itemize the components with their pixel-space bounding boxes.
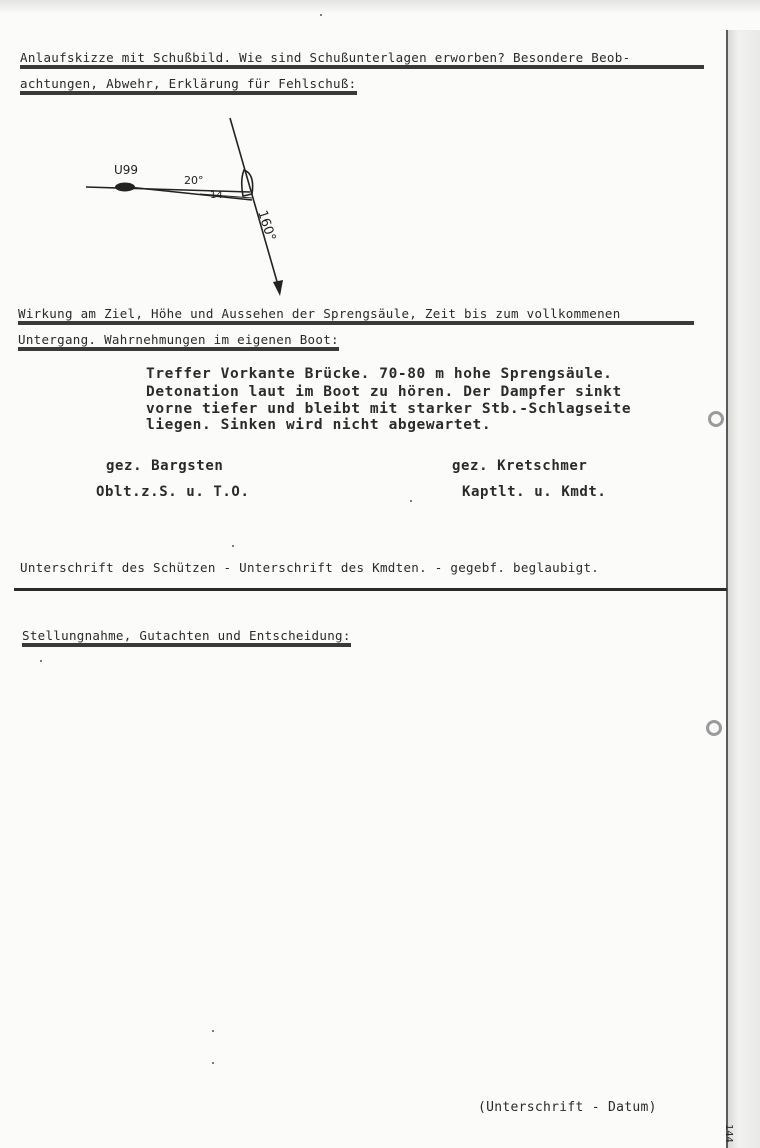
report-line-1: Treffer Vorkante Brücke. 70-80 m hohe Sprengsäule. xyxy=(146,366,613,382)
sketch-angle-label: 20° xyxy=(184,174,204,187)
scan-speck xyxy=(320,14,322,16)
scan-speck xyxy=(212,1062,214,1064)
section2-heading-line2: Untergang. Wahrnehmungen im eigenen Boot: xyxy=(18,332,339,351)
sketch-uboat-mark xyxy=(115,183,135,192)
page-mark: 144 xyxy=(723,1124,734,1143)
punch-hole-upper xyxy=(708,411,724,427)
scan-right-edge xyxy=(726,30,760,1148)
attack-sketch xyxy=(80,112,310,302)
punch-hole-lower xyxy=(706,720,722,736)
sketch-range-label: 14 xyxy=(210,190,223,201)
sketch-torpedo-track xyxy=(128,187,252,200)
signature-right-rank: Kaptlt. u. Kmdt. xyxy=(462,484,607,500)
report-line-2: Detonation laut im Boot zu hören. Der Dampfer sinkt xyxy=(146,384,622,400)
report-line-4: liegen. Sinken wird nicht abgewartet. xyxy=(146,417,492,433)
footer-signature-date: (Unterschrift - Datum) xyxy=(478,1100,657,1115)
sketch-boat-label: U99 xyxy=(114,163,139,177)
signature-left-name: gez. Bargsten xyxy=(106,458,224,474)
signature-left-rank: Oblt.z.S. u. T.O. xyxy=(96,484,250,500)
section2-heading-line1: Wirkung am Ziel, Höhe und Aussehen der Sprengsäule, Zeit bis zum vollkommenen xyxy=(18,306,694,325)
section3-heading: Stellungnahme, Gutachten und Entscheidung: xyxy=(22,628,351,647)
report-line-3: vorne tiefer und bleibt mit starker Stb.-Schlagseite xyxy=(146,401,632,417)
section1-heading-line1: Anlaufskizze mit Schußbild. Wie sind Schußunterlagen erworben? Besondere Beob- xyxy=(20,50,704,69)
section1-heading-line2: achtungen, Abwehr, Erklärung für Fehlschuß: xyxy=(20,76,357,95)
section-divider xyxy=(14,588,727,591)
scan-speck xyxy=(40,660,42,662)
scan-speck xyxy=(212,1030,214,1032)
sketch-course-label: 160° xyxy=(254,208,279,244)
sketch-target-course xyxy=(230,118,283,296)
scan-speck xyxy=(232,545,234,547)
signature-caption: Unterschrift des Schützen - Unterschrift des Kmdten. - gegebf. beglaubigt. xyxy=(20,560,600,575)
scan-speck xyxy=(410,500,412,502)
scan-top-edge xyxy=(0,0,760,14)
signature-right-name: gez. Kretschmer xyxy=(452,458,588,474)
